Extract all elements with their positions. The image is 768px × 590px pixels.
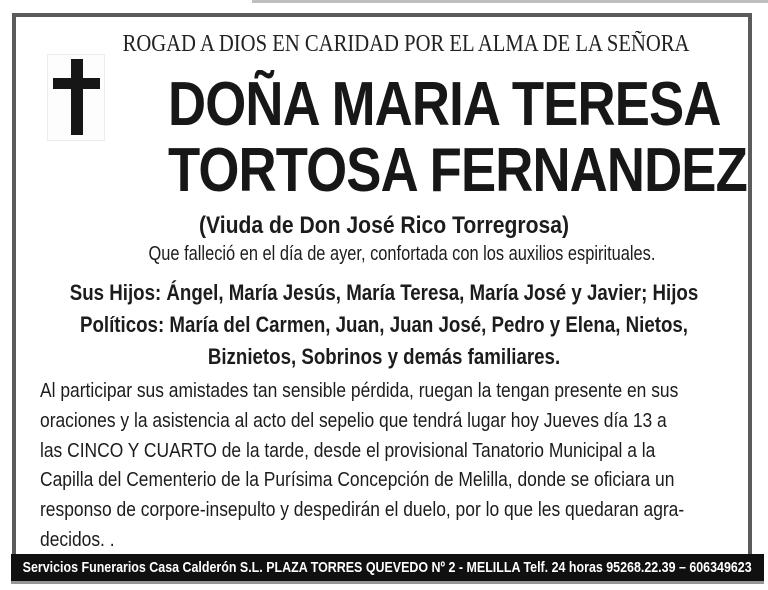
- cross-icon-vertical-bar: [71, 59, 83, 135]
- cross-icon: [47, 54, 105, 141]
- widow-subtitle: (Viuda de Don José Rico Torregrosa): [198, 212, 570, 239]
- funeral-details-line: Al participar sus amistades tan sensible pérdida, ruegan la tengan presente en sus: [40, 379, 679, 402]
- deceased-name-line1: DOÑA MARIA TERESA: [168, 70, 721, 139]
- scan-artifact-line: [252, 0, 768, 3]
- funeral-details-line: las CINCO Y CUARTO de la tarde, desde el provisional Tanatorio Municipal a la: [40, 438, 656, 462]
- invocation-header: ROGAD A DIOS EN CARIDAD POR EL ALMA DE LA SEÑORA: [122, 31, 690, 57]
- family-line: Biznietos, Sobrinos y demás familiares.: [207, 344, 561, 369]
- death-announcement-line: Que falleció en el día de ayer, confortada con los auxilios espirituales.: [148, 243, 656, 265]
- family-line: Sus Hijos: Ángel, María Jesús, María Teresa, María José y Javier; Hijos: [69, 280, 699, 305]
- deceased-name-line2: TORTOSA FERNANDEZ: [168, 136, 747, 205]
- funeral-services-footer-bar: [11, 554, 764, 584]
- cross-icon-horizontal-bar: [53, 78, 100, 89]
- family-members-paragraph: [58, 277, 711, 373]
- family-line: Políticos: María del Carmen, Juan, Juan José, Pedro y Elena, Nietos,: [80, 312, 688, 337]
- funeral-details-line: oraciones y la asistencia al acto del sepelio que tendrá lugar hoy Jueves día 13 a: [40, 408, 667, 432]
- funeral-services-footer-text: Servicios Funerarios Casa Calderón S.L. PLAZA TORRES QUEVEDO Nº 2 - MELILLA Telf. 24 horas 95268.22.39 – 606349623: [23, 559, 752, 576]
- funeral-details-line: decidos. .: [40, 527, 115, 551]
- funeral-details-paragraph: [40, 376, 737, 555]
- funeral-details-line: Capilla del Cementerio de la Purísima Concepción de Melilla, donde se oficiara un: [40, 468, 675, 492]
- funeral-details-line: responso de corpore-insepulto y despedirán el duelo, por lo que les quedaran agra-: [40, 498, 685, 522]
- deceased-name: [168, 70, 747, 205]
